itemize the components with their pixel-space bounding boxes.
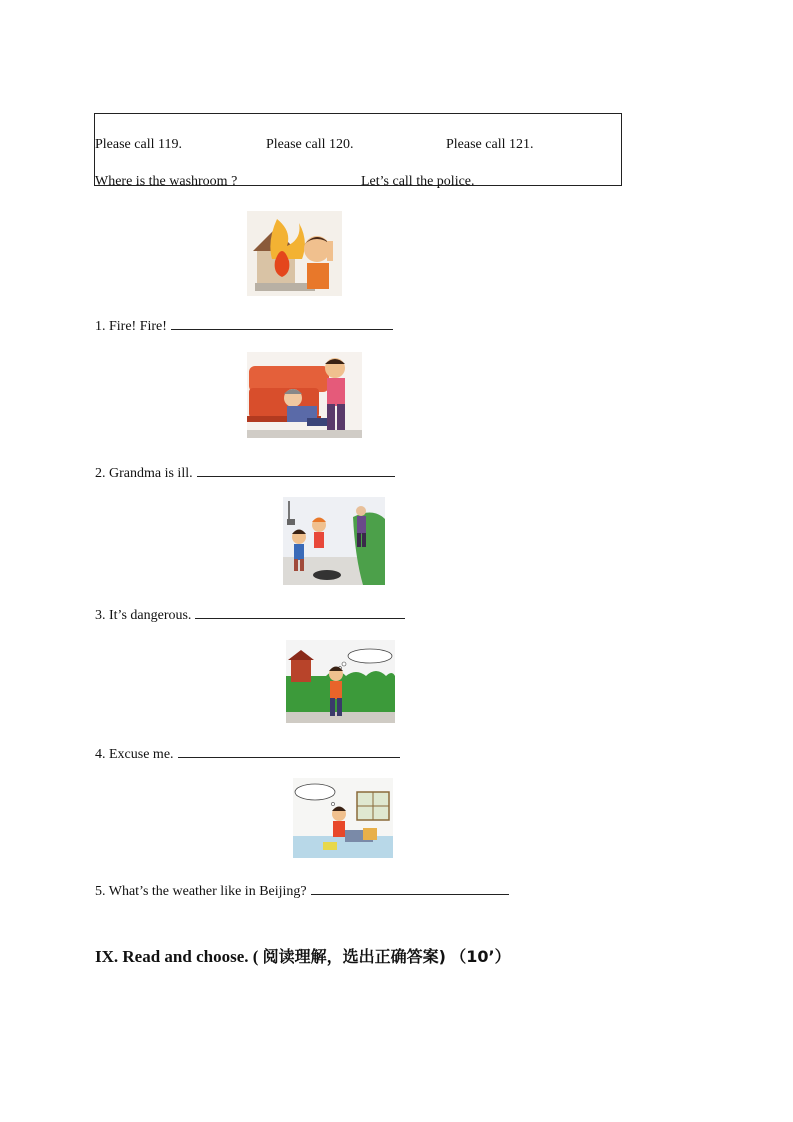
question-5-text: 5. What’s the weather like in Beijing? — [95, 884, 307, 899]
question-3-text: 3. It’s dangerous. — [95, 608, 192, 623]
question-1-text: 1. Fire! Fire! — [95, 319, 167, 334]
question-4 — [95, 743, 400, 763]
answer-blank-3[interactable] — [195, 604, 405, 619]
answer-blank-2[interactable] — [197, 462, 395, 477]
grandma-ill-picture — [247, 352, 362, 438]
dangerous-picture — [283, 497, 385, 585]
option-washroom: Where is the washroom ? — [95, 174, 238, 189]
section-heading — [95, 944, 511, 967]
weather-picture — [293, 778, 393, 858]
section-title: IX. Read and choose. ( — [95, 947, 259, 966]
question-2-text: 2. Grandma is ill. — [95, 466, 193, 481]
option-call-119: Please call 119. — [95, 137, 182, 152]
section-score: （10’） — [450, 947, 511, 966]
option-police: Let’s call the police. — [361, 174, 475, 189]
answer-blank-4[interactable] — [178, 743, 400, 758]
question-1 — [95, 315, 393, 335]
answer-blank-1[interactable] — [171, 315, 393, 330]
fire-house-boy-picture — [247, 211, 342, 296]
question-5 — [95, 880, 509, 900]
option-call-120: Please call 120. — [266, 137, 354, 152]
excuse-me-picture — [286, 640, 395, 723]
question-3 — [95, 604, 405, 624]
question-4-text: 4. Excuse me. — [95, 747, 174, 762]
section-title-cn: 阅读理解，选出正确答案) — [262, 947, 446, 966]
question-2 — [95, 462, 395, 482]
option-call-121: Please call 121. — [446, 137, 534, 152]
answer-blank-5[interactable] — [311, 880, 509, 895]
